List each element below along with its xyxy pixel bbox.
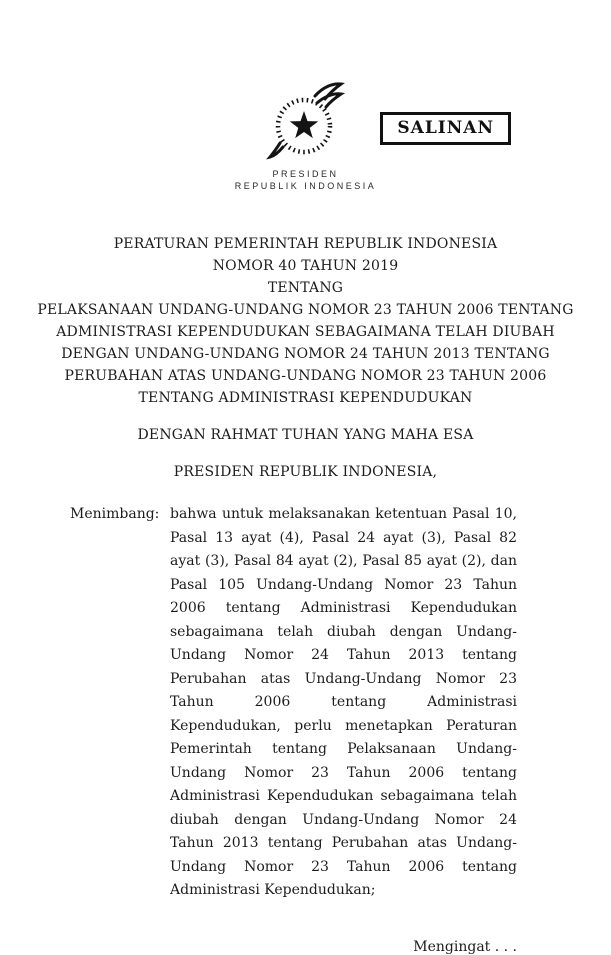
regulation-number: NOMOR 40 TAHUN 2019 (212, 258, 399, 274)
document-header (0, 0, 611, 233)
title-block (0, 233, 611, 483)
enacting-authority-line: PRESIDEN REPUBLIK INDONESIA, (173, 464, 438, 480)
salinan-copy-stamp: SALINAN (380, 112, 511, 145)
garuda-emblem-icon (269, 82, 343, 162)
letterhead-republik-indonesia: REPUBLIK INDONESIA (234, 181, 377, 191)
subject-line: DENGAN UNDANG-UNDANG NOMOR 24 TAHUN 2013 TENTANG (61, 346, 550, 362)
considering-label: Menimbang: (70, 506, 160, 522)
considering-body-text: bahwa untuk melaksanakan ketentuan Pasal 10, Pasal 13 ayat (4), Pasal 24 ayat (3), Pasal 82 ayat (3), Pasal 84 ayat (2), Pasal 85 ayat (2), dan Pasal 105 Undang-Undang Nomor 23 Tahun 2006 tentang Administrasi Kependudukan sebagaimana telah diubah dengan Undang-Undang Nomor 24 Tahun 2013 tentang Perubahan atas Undang-Undang Nomor 23 Tahun 2006 tentang Administrasi Kependudukan, perlu menetapkan Peraturan Pemerintah tentang Pelaksanaan Undang-Undang Nomor 23 Tahun 2006 tentang Administrasi Kependudukan sebagaimana telah diubah dengan Undang-Undang Nomor 24 Tahun 2013 tentang Perubahan atas Undang-Undang Nomor 23 Tahun 2006 tentang Administrasi Kependudukan; (170, 506, 517, 898)
subject-line: TENTANG ADMINISTRASI KEPENDUDUKAN (138, 390, 473, 406)
regulation-heading: PERATURAN PEMERINTAH REPUBLIK INDONESIA (113, 236, 498, 252)
letterhead-presiden: PRESIDEN (272, 169, 339, 179)
subject-line: PELAKSANAAN UNDANG-UNDANG NOMOR 23 TAHUN 2006 TENTANG (37, 302, 574, 318)
invocation-line: DENGAN RAHMAT TUHAN YANG MAHA ESA (137, 427, 474, 443)
tentang-label: TENTANG (267, 280, 344, 296)
considering-section (70, 503, 517, 903)
regulation-subject (0, 299, 611, 409)
letterhead (0, 168, 611, 192)
page-catchword: Mengingat . . . (413, 938, 517, 955)
subject-line: ADMINISTRASI KEPENDUDUKAN SEBAGAIMANA TELAH DIUBAH (56, 324, 555, 340)
document-body (0, 503, 611, 955)
subject-line: PERUBAHAN ATAS UNDANG-UNDANG NOMOR 23 TAHUN 2006 (64, 368, 547, 384)
